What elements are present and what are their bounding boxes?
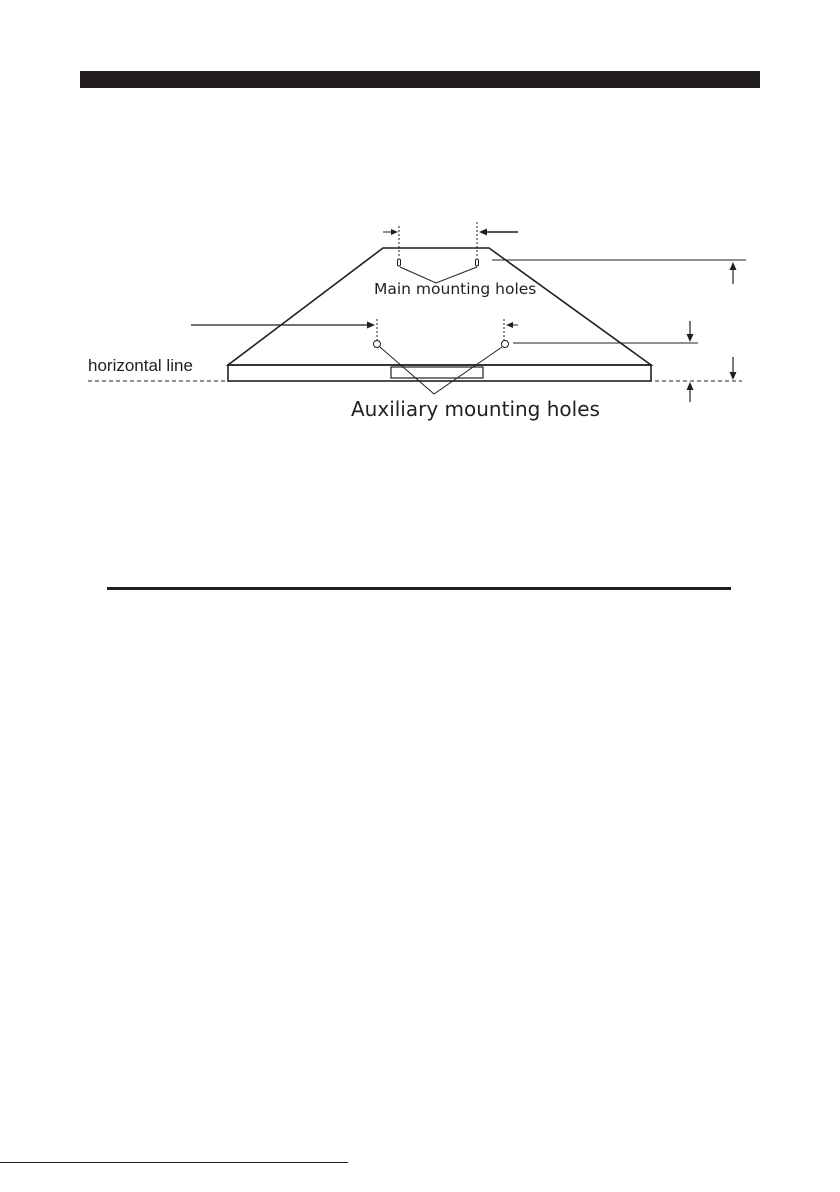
- arrowhead-base-down: [730, 372, 737, 380]
- arrowhead-main-height: [730, 262, 737, 270]
- main-hole-right: [476, 259, 479, 266]
- aux-holes-leader: [380, 347, 502, 394]
- aux-hole-left: [374, 341, 381, 348]
- footnote-rule: [0, 1162, 348, 1163]
- main-holes-label: Main mounting holes: [374, 280, 537, 298]
- horizontal-line-label: horizontal line: [88, 356, 193, 375]
- arrowhead-main-right: [479, 229, 487, 236]
- bracket-outline: [228, 248, 651, 365]
- main-hole-left: [398, 259, 401, 266]
- arrowhead-main-left: [391, 229, 398, 235]
- arrowhead-aux-height: [687, 334, 694, 342]
- aux-holes-label: Auxiliary mounting holes: [351, 397, 600, 421]
- arrowhead-aux-left: [367, 322, 375, 329]
- aux-hole-right: [502, 341, 509, 348]
- arrowhead-aux-right: [506, 322, 513, 328]
- section-divider: [107, 587, 731, 590]
- arrowhead-base-up: [687, 382, 694, 390]
